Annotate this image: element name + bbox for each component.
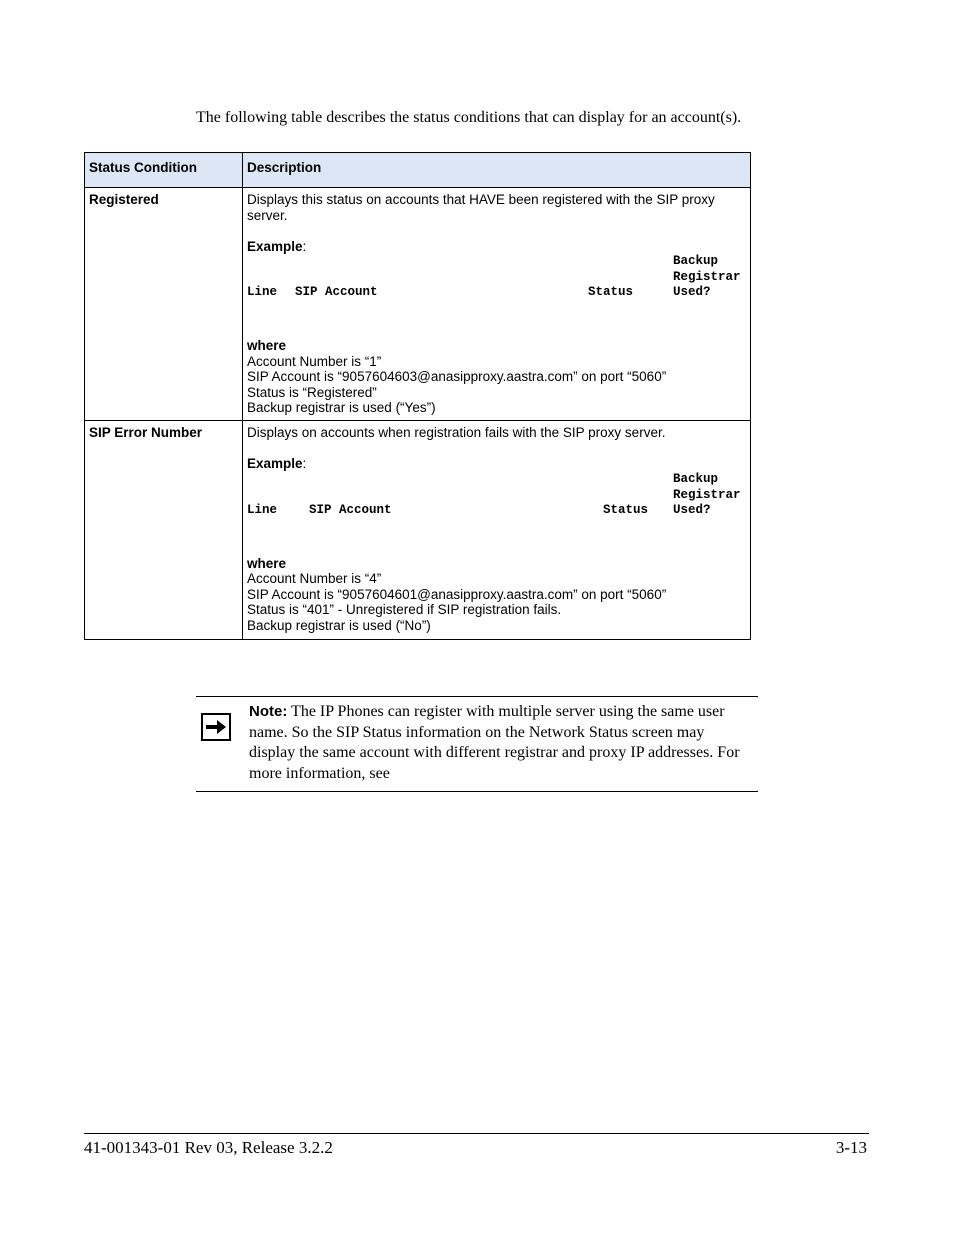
where-line: Account Number is “4” [247,571,382,586]
code-line-column: Line [247,502,278,517]
example-heading [247,239,746,255]
where-label: where [247,338,287,353]
example-heading [247,456,746,472]
code-backup-line2: Registrar [673,270,741,284]
code-line-column: Line [247,285,278,299]
header-description: Description [243,153,751,188]
example-label: Example [247,238,303,254]
arrow-right-icon [201,713,231,741]
where-line: Status is “Registered” [247,384,377,400]
where-line: Backup registrar is used (“No”) [247,617,431,633]
example-label: Example [247,456,303,471]
description-summary: Displays this status on accounts that HAVE been registered with the SIP proxy server. [247,192,715,223]
intro-paragraph: The following table describes the status conditions that can display for an account(s). [196,109,742,126]
code-backup-line1: Backup [673,254,719,268]
code-backup-line2: Registrar [673,487,741,502]
where-line: Status is “401” - Unregistered if SIP registration fails. [247,602,562,617]
code-backup-line1: Backup [673,471,719,486]
code-backup-line3: Used? [673,502,711,517]
description-cell [243,421,751,640]
note-box [196,696,758,792]
where-label: where [247,555,287,571]
table-row [85,421,751,640]
note-label: Note: [249,703,288,720]
footer-divider [84,1133,869,1134]
status-conditions-table [84,152,751,640]
code-sip-account-column: SIP Account [309,502,392,517]
footer-doc-id: 41-001343-01 Rev 03, Release 3.2.2 [84,1138,333,1157]
header-status-condition: Status Condition [85,153,243,188]
code-sip-account-column: SIP Account [295,285,378,299]
code-status-column: Status [603,502,649,517]
code-status-column: Status [588,285,634,299]
example-code-block [247,254,746,301]
footer-page-number: 3-13 [835,1138,867,1157]
where-line: Account Number is “1” [247,353,382,369]
code-backup-line3: Used? [673,285,711,299]
where-line: SIP Account is “9057604601@anasipproxy.aastra.com” on port “5060” [247,586,667,602]
example-code-block [247,472,746,519]
where-line: SIP Account is “9057604603@anasipproxy.aastra.com” on port “5060” [247,369,667,384]
table-row [85,188,751,421]
where-line: Backup registrar is used (“Yes”) [247,400,436,415]
status-condition-cell: SIP Error Number [85,421,243,640]
table-header-row [85,153,751,188]
description-summary: Displays on accounts when registration fails with the SIP proxy server. [247,425,666,440]
description-cell [243,188,751,421]
status-condition-cell: Registered [85,188,243,421]
example-colon: : [302,456,307,471]
example-colon: : [302,238,307,254]
note-text [249,702,749,784]
note-body: The IP Phones can register with multiple server using the same user name. So the SIP Status information on the Network Status screen may display the same account with different registrar and proxy IP addresses. For more information, see [249,703,740,782]
